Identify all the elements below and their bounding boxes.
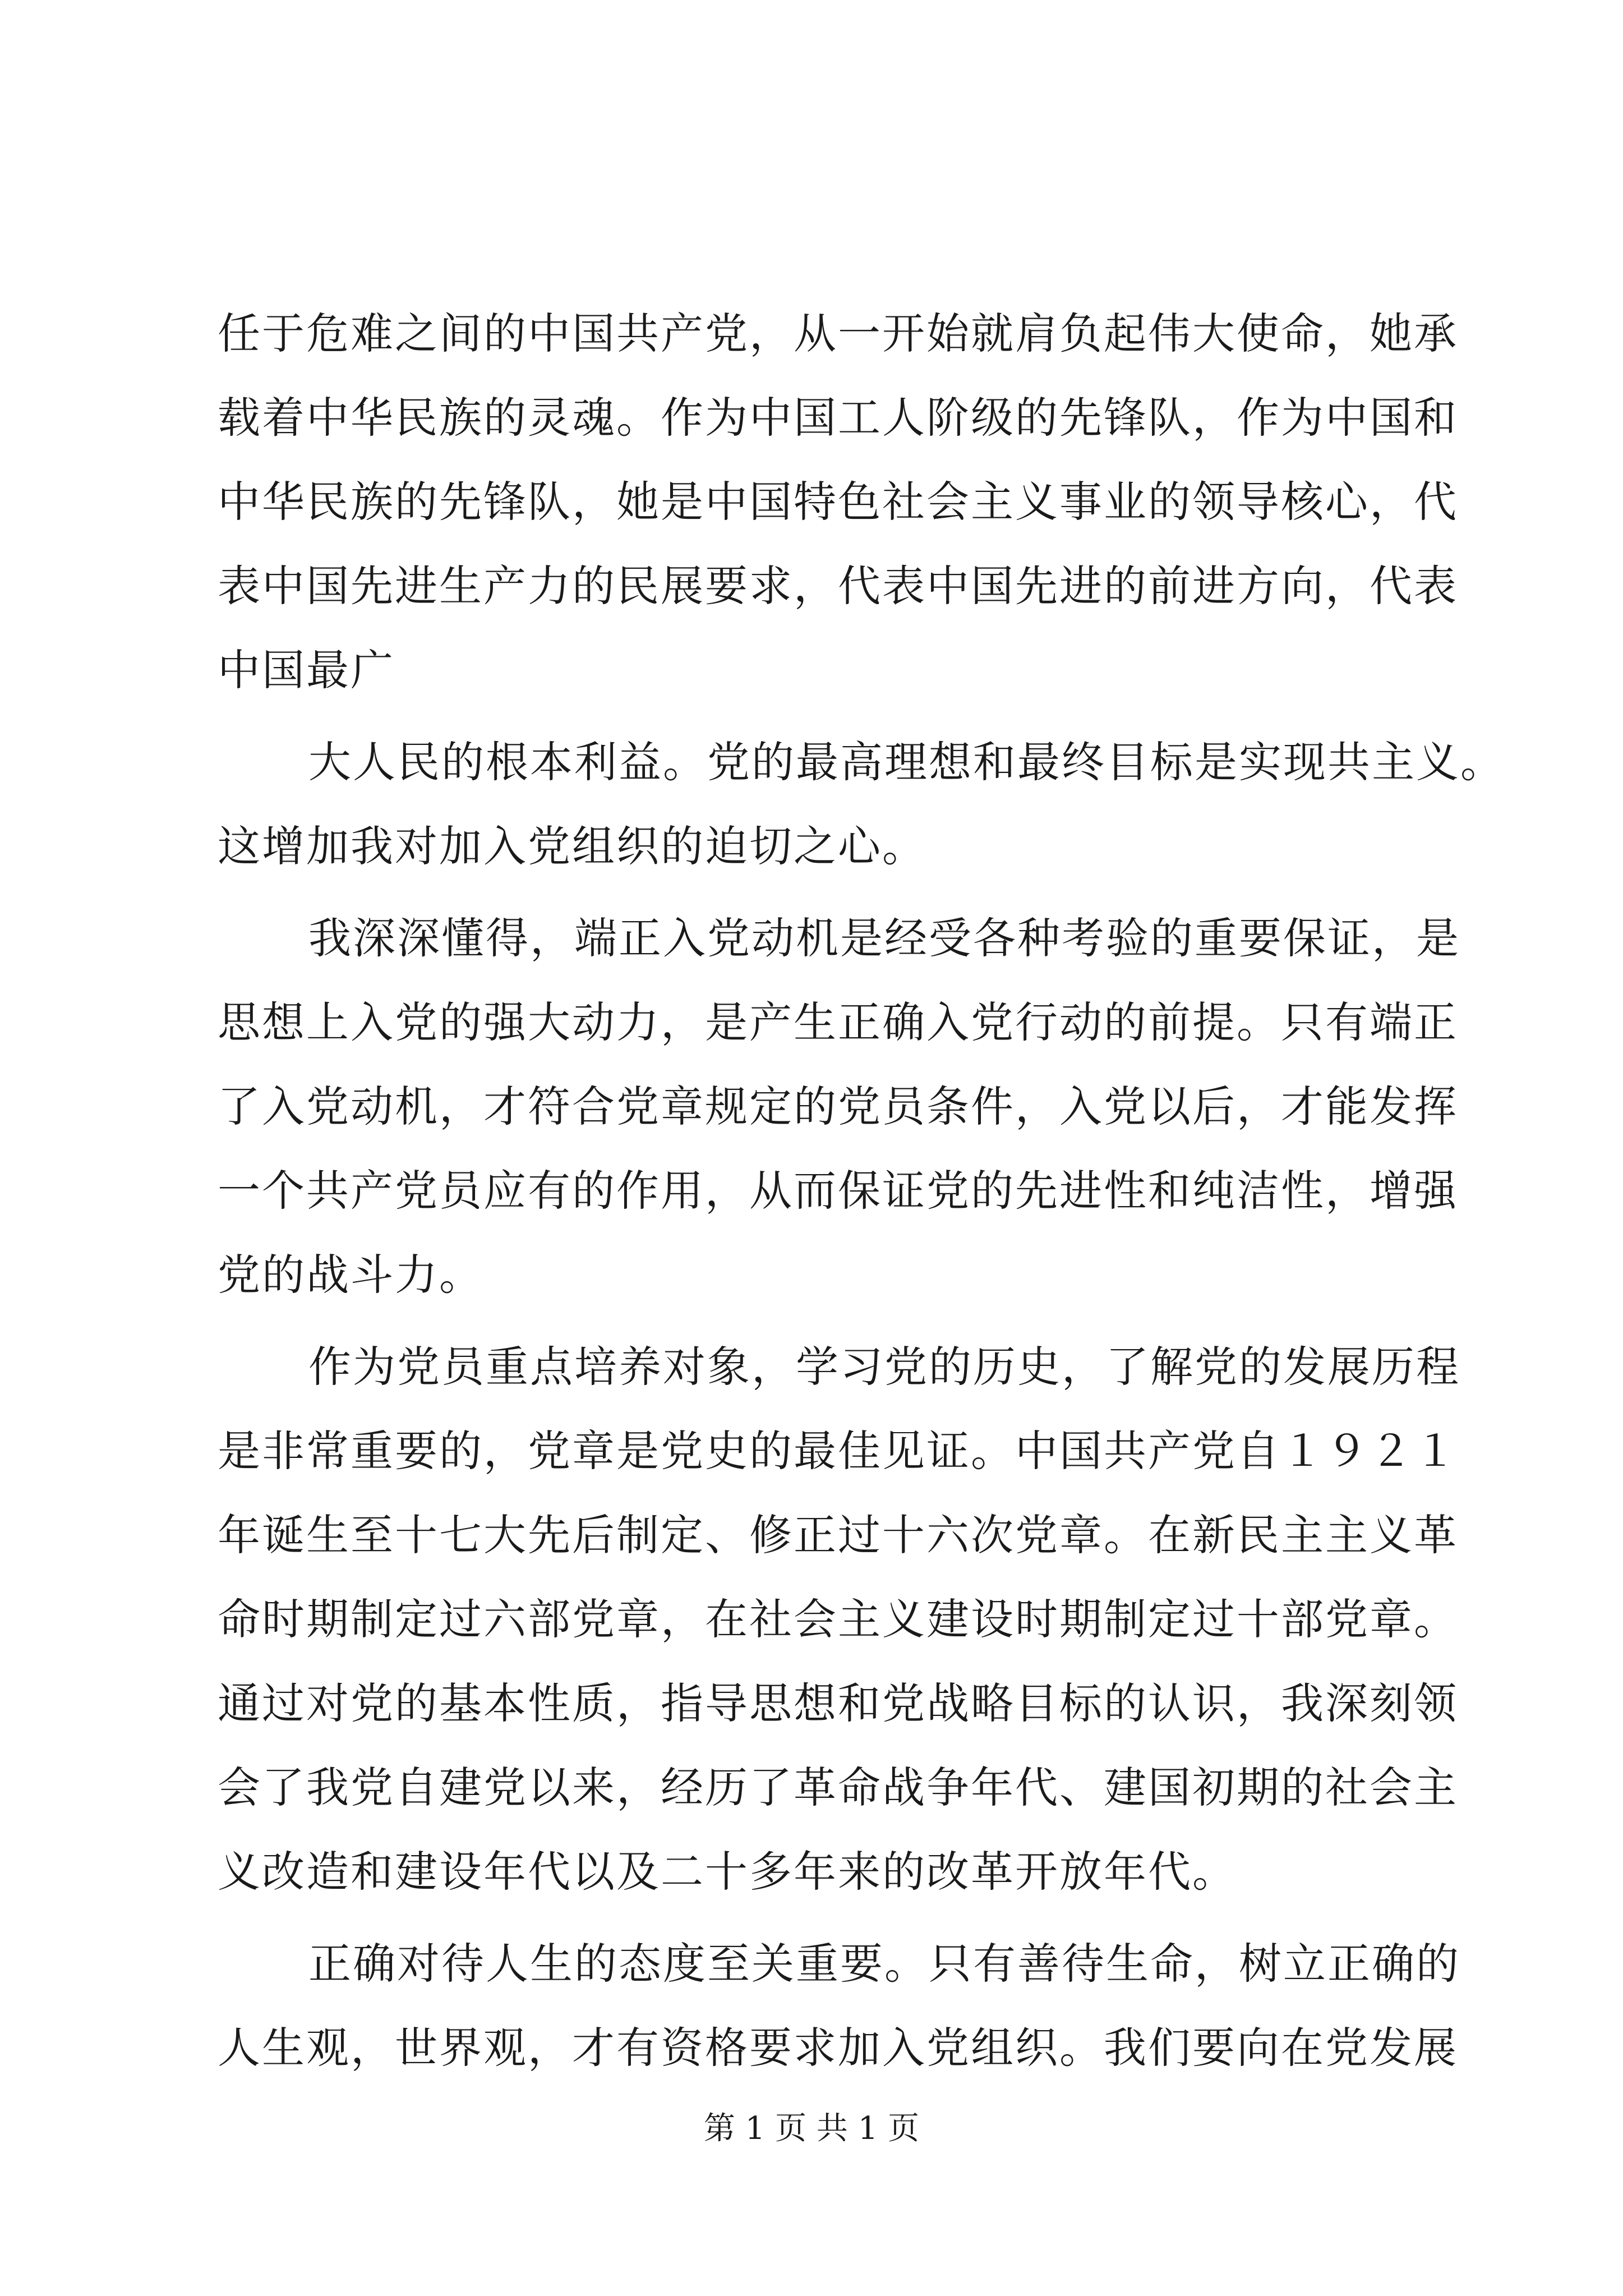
text-line: 思想上入党的强大动力，是产生正确入党行动的前提。只有端正 (218, 997, 1458, 1047)
text-line: 任于危难之间的中国共产党，从一开始就肩负起伟大使命，她承 (218, 309, 1458, 358)
text-line: 义改造和建设年代以及二十多年来的改革开放年代。 (218, 1847, 1237, 1897)
page-footer: 第 1 页 共 1 页 (703, 2110, 920, 2147)
paragraph-first-line: 我深深懂得，端正入党动机是经受各种考验的重要保证，是 (308, 913, 1460, 963)
text-line: 通过对党的基本性质，指导思想和党战略目标的认识，我深刻领 (218, 1678, 1458, 1728)
text-line: 人生观，世界观，才有资格要求加入党组织。我们要向在党发展 (218, 2023, 1458, 2073)
text-line: 一个共产党员应有的作用，从而保证党的先进性和纯洁性，增强 (218, 1166, 1458, 1216)
text-line: 这增加我对加入党组织的迫切之心。 (218, 821, 926, 871)
paragraph-first-line: 作为党员重点培养对象，学习党的历史，了解党的发展历程 (308, 1342, 1460, 1392)
text-line: 载着中华民族的灵魂。作为中国工人阶级的先锋队，作为中国和 (218, 393, 1458, 443)
text-line: 是非常重要的，党章是党史的最佳见证。中国共产党自１９２１ (218, 1426, 1458, 1476)
text-line: 党的战斗力。 (218, 1250, 483, 1300)
text-line: 了入党动机，才符合党章规定的党员条件，入党以后，才能发挥 (218, 1082, 1458, 1131)
text-line: 年诞生至十七大先后制定、修正过十六次党章。在新民主主义革 (218, 1510, 1458, 1560)
text-line: 命时期制定过六部党章，在社会主义建设时期制定过十部党章。 (218, 1594, 1458, 1644)
paragraph-first-line: 正确对待人生的态度至关重要。只有善待生命，树立正确的 (308, 1939, 1460, 1989)
text-line: 表中国先进生产力的民展要求，代表中国先进的前进方向，代表 (218, 561, 1458, 611)
paragraph-first-line: 大人民的根本利益。党的最高理想和最终目标是实现共主义。 (308, 737, 1505, 787)
document-body (218, 292, 1505, 2090)
text-line: 中国最广 (218, 645, 395, 695)
text-line: 中华民族的先锋队，她是中国特色社会主义事业的领导核心，代 (218, 477, 1458, 527)
text-line: 会了我党自建党以来，经历了革命战争年代、建国初期的社会主 (218, 1763, 1458, 1812)
